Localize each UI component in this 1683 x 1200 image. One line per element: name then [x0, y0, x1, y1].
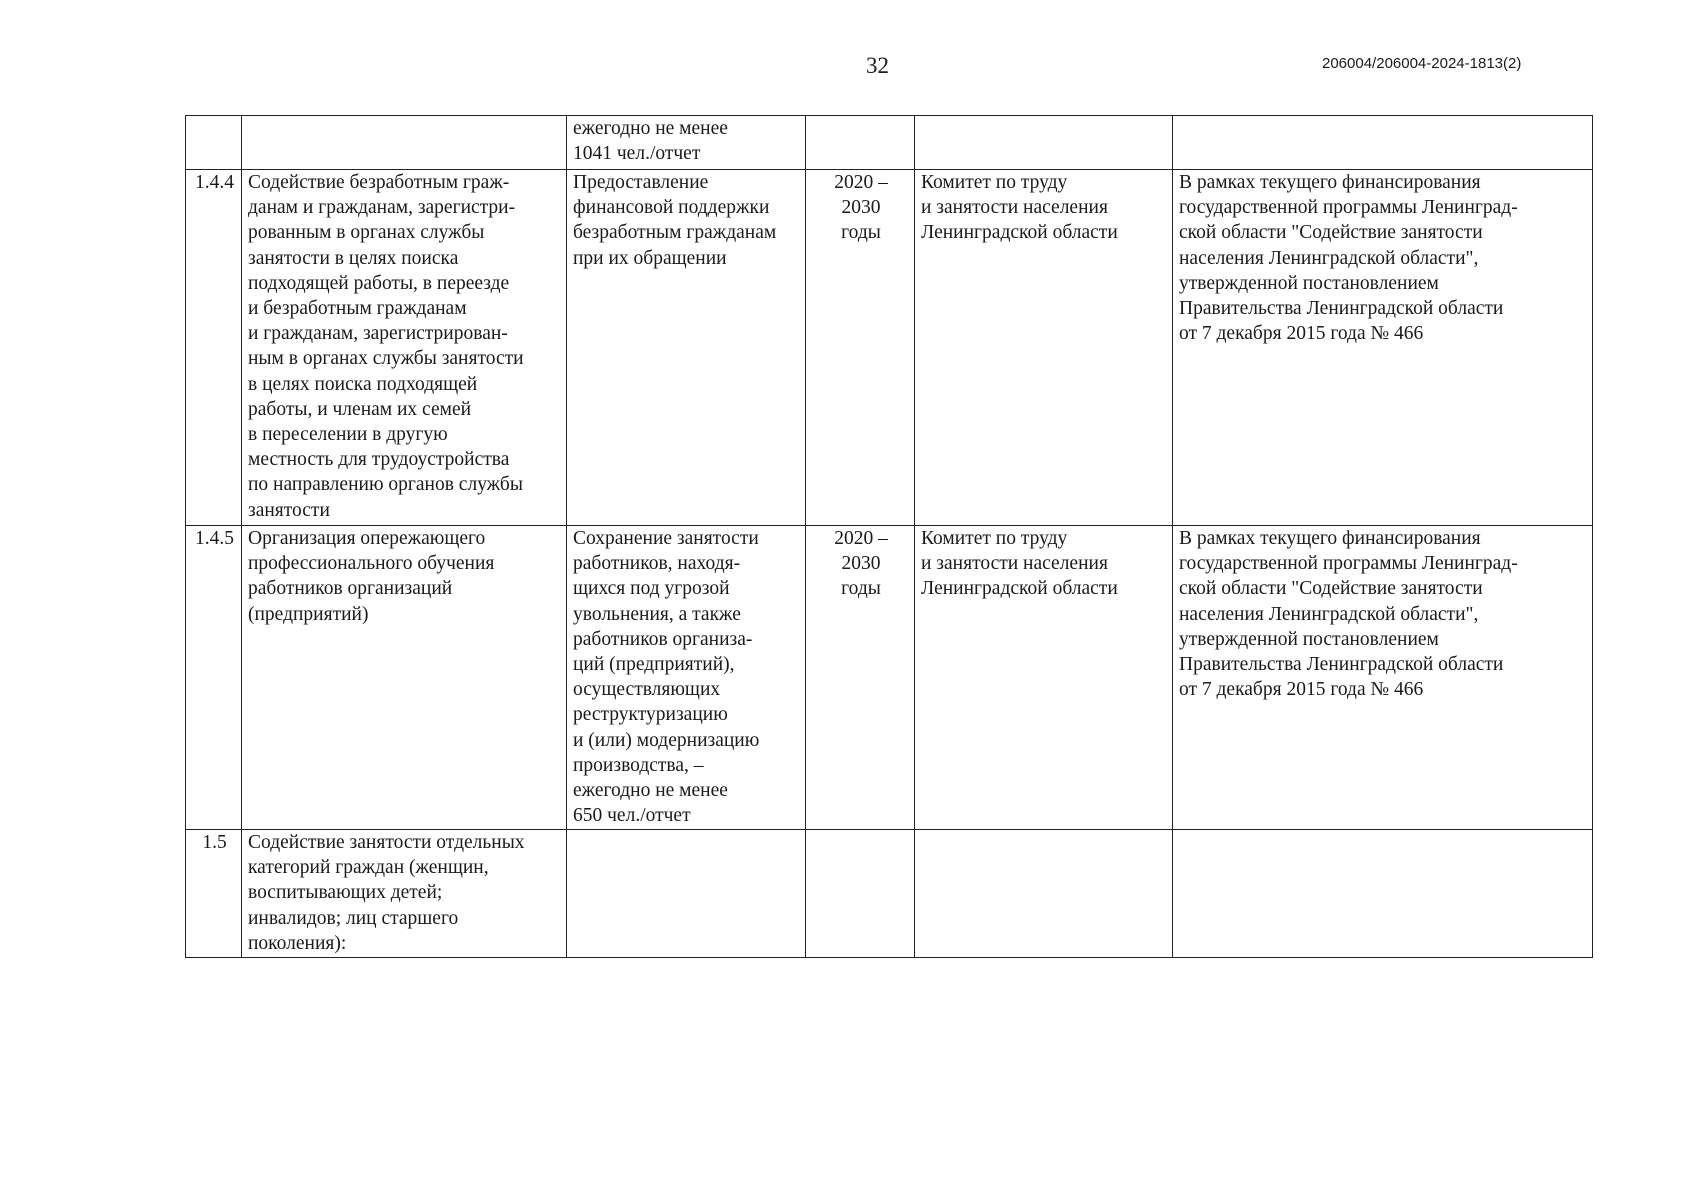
table-row: [186, 116, 1593, 170]
financing-cell: В рамках текущего финансирования государственной программы Ленинград- ской области "Содействие занятости населения Ленинградской области", утвержденной постановлением Правительства Ленинградской области от 7 декабря 2015 года № 466: [1173, 170, 1593, 526]
result-cell: [567, 830, 806, 958]
document-id: 206004/206004-2024-1813(2): [1322, 55, 1522, 72]
row-number: 1.4.5: [186, 526, 242, 830]
executor-cell: [915, 830, 1173, 958]
result-cell: ежегодно не менее 1041 чел./отчет: [567, 116, 806, 170]
table-row: [186, 830, 1593, 958]
period-cell: [806, 830, 915, 958]
row-number: 1.4.4: [186, 170, 242, 526]
financing-cell: [1173, 116, 1593, 170]
period-cell: 2020 – 2030 годы: [806, 526, 915, 830]
measures-table: [185, 115, 1593, 958]
result-cell: Предоставление финансовой поддержки безработным гражданам при их обращении: [567, 170, 806, 526]
period-cell: [806, 116, 915, 170]
row-number: [186, 116, 242, 170]
measure-cell: Содействие безработным граж- данам и гражданам, зарегистри- рованным в органах службы занятости в целях поиска подходящей работы, в переезде и безработным гражданам и гражданам, зарегистрирован- ным в органах службы занятости в целях поиска подходящей работы, и членам их семей в переселении в другую местность для трудоустройства по направлению органов службы занятости: [242, 170, 567, 526]
row-number: 1.5: [186, 830, 242, 958]
executor-cell: Комитет по труду и занятости населения Ленинградской области: [915, 170, 1173, 526]
financing-cell: [1173, 830, 1593, 958]
table-row: [186, 170, 1593, 526]
page-number: 32: [866, 53, 889, 78]
table-row: [186, 526, 1593, 830]
measure-cell: [242, 116, 567, 170]
financing-cell: В рамках текущего финансирования государственной программы Ленинград- ской области "Содействие занятости населения Ленинградской области", утвержденной постановлением Правительства Ленинградской области от 7 декабря 2015 года № 466: [1173, 526, 1593, 830]
result-cell: Сохранение занятости работников, находя- щихся под угрозой увольнения, а также работников организа- ций (предприятий), осуществляющих реструктуризацию и (или) модернизацию производства, – ежегодно не менее 650 чел./отчет: [567, 526, 806, 830]
measure-cell: Организация опережающего профессионального обучения работников организаций (предприятий): [242, 526, 567, 830]
executor-cell: [915, 116, 1173, 170]
period-cell: 2020 – 2030 годы: [806, 170, 915, 526]
executor-cell: Комитет по труду и занятости населения Ленинградской области: [915, 526, 1173, 830]
measure-cell: Содействие занятости отдельных категорий граждан (женщин, воспитывающих детей; инвалидов; лиц старшего поколения):: [242, 830, 567, 958]
